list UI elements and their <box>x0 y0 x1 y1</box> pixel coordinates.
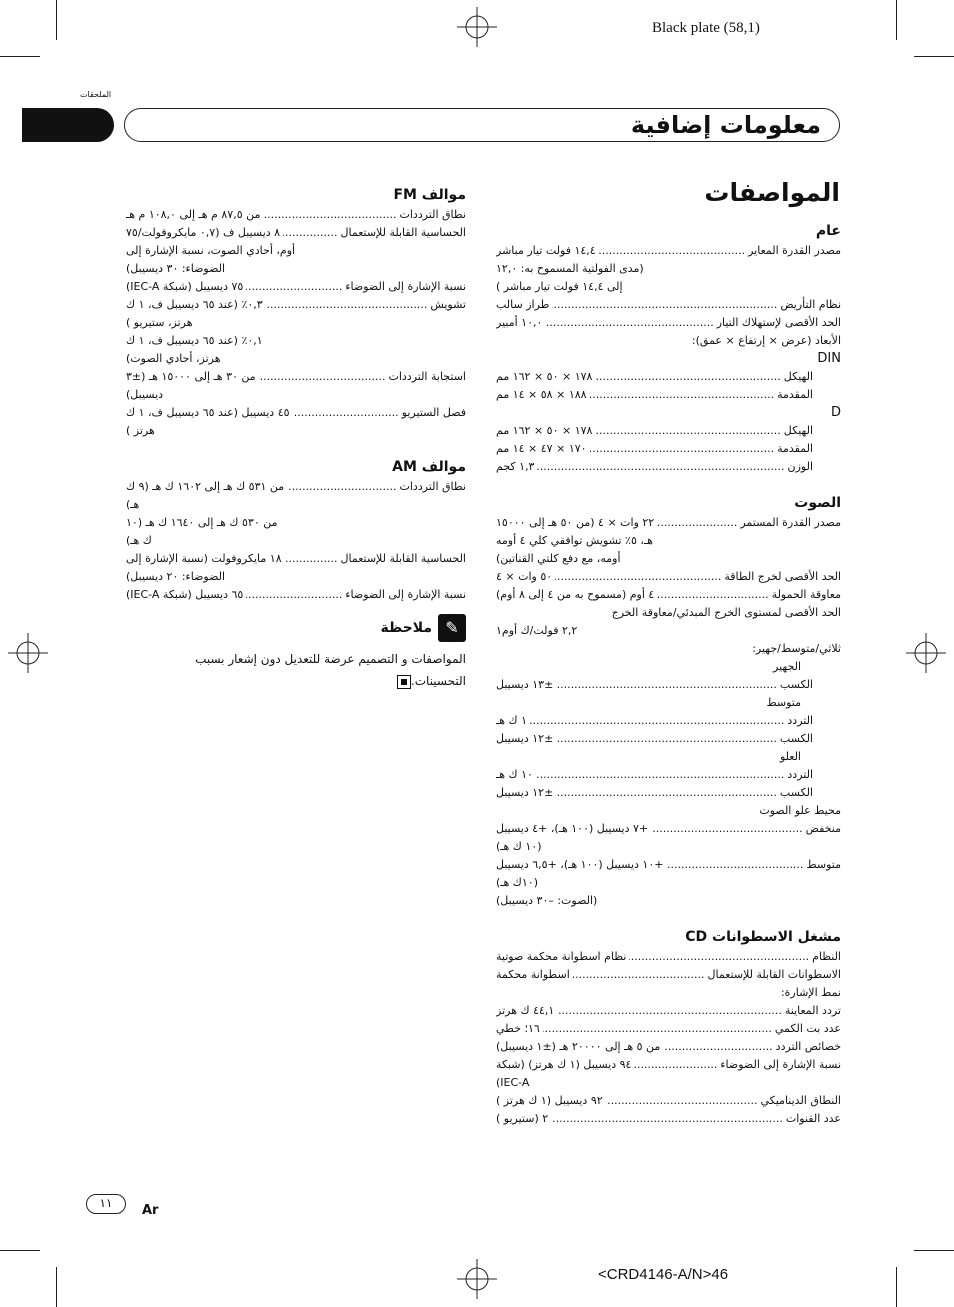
crop-mark <box>896 1267 897 1307</box>
spec-row <box>496 766 841 784</box>
spec-row <box>126 278 466 296</box>
plate-label: Black plate (58,1) <box>652 20 760 36</box>
section-heading: عام <box>815 223 841 239</box>
spec-text: محيط علو الصوت <box>759 804 841 817</box>
spec-label: الكسب <box>779 678 813 691</box>
spec-label: الهيكل <box>783 424 813 437</box>
spec-value: نظام اسطوانة محكمة صوتية <box>496 950 627 963</box>
spec-continuation: أومه، مع دفع كلتي القناتين) <box>496 552 621 565</box>
spec-row <box>496 948 841 966</box>
spec-value: من ٥ هـ إلى ٢٠٠٠٠ هـ (±١ ديسيبل) <box>496 1040 661 1053</box>
dot-leader <box>283 224 337 242</box>
dot-leader <box>556 730 777 748</box>
spec-value: ١٦؛ خطي <box>496 1022 540 1035</box>
spec-label: الكسب <box>779 732 813 745</box>
spec-row <box>496 1056 841 1074</box>
dot-leader <box>606 1092 758 1110</box>
dot-leader <box>246 586 342 604</box>
spec-row <box>496 712 841 730</box>
spec-continuation: إلى ١٤,٤ فولت تيار مباشر ) <box>496 280 623 293</box>
spec-continuation: من ٥٣٠ ك هـ إلى ١٦٤٠ ك هـ (١٠ <box>126 516 278 529</box>
crop-mark <box>56 1267 57 1307</box>
spec-value: ٧٥ ديسيبل (شبكة IEC-A) <box>126 280 244 293</box>
page-title: معلومات إضافية <box>630 111 821 139</box>
spec-row <box>496 314 841 332</box>
spec-value: من ٨٧,٥ م هـ إلى ١٠٨,٠ م هـ <box>126 208 261 221</box>
spec-continuation: الضوضاء: ٣٠ ديسيبل) <box>126 262 226 275</box>
note-body <box>126 648 466 692</box>
spec-label: فصل الستيريو <box>401 406 466 419</box>
spec-label: مصدر القدرة المستمر <box>740 516 841 529</box>
dot-leader <box>556 676 777 694</box>
dot-leader <box>543 1020 772 1038</box>
spec-label: النظام <box>812 950 841 963</box>
section-heading: الصوت <box>794 495 841 511</box>
spec-value: ٢٢ وات × ٤ (من ٥٠ هـ إلى ١٥٠٠٠ <box>496 516 655 529</box>
spec-label: استجابة الترددات <box>388 370 466 383</box>
spec-continuation: (١٠ ك هـ) <box>496 840 542 853</box>
spec-value: ١٧٨ × ٥٠ × ١٦٢ مم <box>496 370 593 383</box>
spec-subheading: DIN <box>817 351 841 366</box>
spec-label: منخفض <box>805 822 841 835</box>
spec-text: الحد الأقصى لمستوى الخرج المبدئي/معاوقة الخرج <box>611 606 841 619</box>
spec-row <box>126 368 466 386</box>
spec-value: ١٧٨ × ٥٠ × ١٦٢ مم <box>496 424 593 437</box>
spec-continuation: ٢,٢ فولت/ك أوم١ <box>496 624 578 637</box>
spec-value: ٤ أوم (مسموح به من ٤ إلى ٨ أوم) <box>496 588 655 601</box>
dot-leader <box>651 820 802 838</box>
dot-leader <box>545 314 713 332</box>
spec-continuation: هـ، ٥٪ تشويش توافقي كلي ٤ أومه <box>496 534 653 547</box>
spec-label: الحد الأقصى لإستهلاك التيار <box>716 316 841 329</box>
spec-subheading: D <box>830 405 841 420</box>
spec-label: نسبة الإشارة إلى الضوضاء <box>345 280 466 293</box>
note-line: التحسينات. <box>410 674 466 688</box>
dot-leader <box>530 712 784 730</box>
spec-value: ٨ ديسيبل ف (٠,٧ مايكروفولت/٧٥ <box>126 226 281 239</box>
dot-leader <box>552 296 777 314</box>
note-line-end <box>126 670 466 692</box>
main-heading: المواصفات <box>704 178 840 207</box>
section-heading: مشغل الاسطوانات CD <box>685 929 841 945</box>
spec-row <box>126 550 466 568</box>
spec-value: ١,٣ كجم <box>496 460 535 473</box>
spec-row <box>496 1020 841 1038</box>
spec-row <box>126 586 466 604</box>
dot-leader <box>657 586 768 604</box>
spec-value: ١٤,٤ فولت تيار مباشر <box>496 244 596 257</box>
dot-leader <box>285 550 338 568</box>
spec-value: طراز سالب <box>496 298 550 311</box>
spec-label: الحساسية القابلة للإستعمال <box>340 552 466 565</box>
document-code: <CRD4146-A/N>46 <box>598 1266 729 1283</box>
spec-continuation: (الصوت: –٣٠ ديسيبل) <box>496 894 598 907</box>
section-tab <box>22 108 114 142</box>
spec-label: التردد <box>787 714 813 727</box>
dot-leader <box>551 1110 783 1128</box>
dot-leader <box>573 966 705 984</box>
registration-mark-icon <box>906 633 946 673</box>
section-heading: موالف FM <box>393 187 466 203</box>
spec-value: ١٧٠ × ٤٧ × ١٤ مم <box>496 442 587 455</box>
dot-leader <box>537 458 784 476</box>
spec-label: الكسب <box>779 786 813 799</box>
spec-row <box>496 586 841 604</box>
dot-leader <box>634 1056 717 1074</box>
dot-leader <box>557 1002 782 1020</box>
spec-label: الهيكل <box>783 370 813 383</box>
language-code: Ar <box>142 1203 159 1218</box>
spec-continuation: هـ) <box>126 498 140 511</box>
registration-mark-icon <box>8 633 48 673</box>
dot-leader <box>263 206 396 224</box>
spec-value: ٩٤ ديسيبل (١ ك هرتز) (شبكة <box>496 1058 632 1071</box>
spec-label: المقدمة <box>777 388 813 401</box>
spec-label: تشويش <box>430 298 466 311</box>
spec-continuation: هرتز، ستيريو ) <box>126 316 193 329</box>
spec-value: اسطوانة محكمة <box>496 968 570 981</box>
spec-row <box>496 966 841 984</box>
spec-label: تردد المعاينة <box>784 1004 841 1017</box>
spec-label: نسبة الإشارة إلى الضوضاء <box>345 588 466 601</box>
dot-leader <box>246 278 342 296</box>
spec-row <box>496 820 841 838</box>
spec-row <box>496 422 841 440</box>
registration-mark-icon <box>457 1259 497 1299</box>
spec-value: من ٣٠ هـ إلى ١٥٠٠٠ هـ (±٣ <box>126 370 256 383</box>
spec-label: النطاق الديناميكي <box>760 1094 841 1107</box>
section-tag: الملحقات <box>80 90 112 99</box>
left-column <box>126 184 466 692</box>
spec-value: ١٨ مايكروفولت (نسبة الإشارة إلى <box>126 552 282 565</box>
dot-leader <box>595 422 780 440</box>
spec-value: ±١٢ ديسيبل <box>496 732 554 745</box>
crop-mark <box>0 56 40 57</box>
dot-leader <box>555 568 721 586</box>
spec-value: ١ ك هـ <box>496 714 528 727</box>
spec-label: الاسطوانات القابلة للإستعمال <box>707 968 841 981</box>
dot-leader <box>590 386 775 404</box>
spec-continuation: IEC-A) <box>496 1076 530 1089</box>
spec-text: ثلاثي/متوسط/جهير: <box>752 642 841 655</box>
spec-row <box>496 514 841 532</box>
spec-value: ١٨٨ × ٥٨ × ١٤ مم <box>496 388 587 401</box>
dot-leader <box>657 514 737 532</box>
spec-value: ٩٢ ديسيبل (١ ك هرتز ) <box>496 1094 603 1107</box>
spec-subheading: متوسط <box>766 696 801 709</box>
dot-leader <box>259 368 386 386</box>
section-heading: موالف AM <box>392 459 466 475</box>
spec-value: ١٠ ك هـ <box>496 768 533 781</box>
pencil-note-icon: ✎ <box>438 614 466 642</box>
dot-leader <box>666 856 803 874</box>
spec-label: المقدمة <box>777 442 813 455</box>
spec-label: الحد الأقصى لخرج الطاقة <box>724 570 841 583</box>
spec-label: نظام التأريض <box>780 298 841 311</box>
crop-mark <box>896 0 897 40</box>
spec-continuation: الضوضاء: ٢٠ ديسيبل) <box>126 570 226 583</box>
spec-continuation: هرتز ) <box>126 424 155 437</box>
dot-leader <box>629 948 809 966</box>
spec-value: +١٠ ديسيبل (١٠٠ هـ)، +٦,٥ ديسيبل <box>496 858 664 871</box>
dot-leader <box>556 784 777 802</box>
dot-leader <box>590 440 775 458</box>
spec-row <box>496 730 841 748</box>
spec-value: ٤٥ ديسيبل (عند ٦٥ ديسيبل ف، ١ ك <box>126 406 290 419</box>
spec-row <box>496 242 841 260</box>
dot-leader <box>293 404 399 422</box>
spec-value: ٥٠ وات × ٤ <box>496 570 553 583</box>
end-mark-icon <box>397 675 411 689</box>
spec-label: نسبة الإشارة إلى الضوضاء <box>720 1058 841 1071</box>
spec-value: ١٠,٠ أمبير <box>496 316 543 329</box>
spec-row <box>496 784 841 802</box>
spec-row <box>126 404 466 422</box>
dot-leader <box>536 766 784 784</box>
spec-value: ٠,٣٪ (عند ٦٥ ديسيبل ف، ١ ك <box>126 298 263 311</box>
note-heading: ملاحظة <box>380 620 432 636</box>
spec-row <box>496 296 841 314</box>
spec-value: ±١٣ ديسيبل <box>496 678 554 691</box>
spec-label: نطاق الترددات <box>399 480 466 493</box>
spec-continuation: ديسيبل) <box>126 388 164 401</box>
spec-row <box>496 458 841 476</box>
spec-row <box>126 224 466 242</box>
section-gap <box>126 440 466 456</box>
spec-label: عدد بت الكمي <box>774 1022 841 1035</box>
dot-leader <box>287 478 396 496</box>
spec-label: مصدر القدرة المعاير <box>748 244 841 257</box>
spec-text: الأبعاد (عرض × إرتفاع × عمق): <box>691 334 841 347</box>
spec-row <box>496 1092 841 1110</box>
spec-label: الحساسية القابلة للإستعمال <box>340 226 466 239</box>
spec-row <box>496 440 841 458</box>
spec-label: التردد <box>787 768 813 781</box>
spec-continuation: ك هـ) <box>126 534 152 547</box>
crop-mark <box>56 0 57 40</box>
spec-value: ±١٢ ديسيبل <box>496 786 554 799</box>
spec-value: ٦٥ ديسيبل (شبكة IEC-A) <box>126 588 244 601</box>
spec-continuation: ٠,١٪ (عند ٦٥ ديسيبل ف، ١ ك <box>126 334 263 347</box>
spec-row <box>126 478 466 496</box>
spec-continuation: أوم، أحادي الصوت، نسبة الإشارة إلى <box>126 244 296 257</box>
dot-leader <box>599 242 745 260</box>
spec-value: ٢ (ستيريو ) <box>496 1112 549 1125</box>
spec-value: من ٥٣١ ك هـ إلى ١٦٠٢ ك هـ (٩ ك <box>126 480 285 493</box>
spec-row <box>496 368 841 386</box>
spec-continuation: (مدى الفولتية المسموح به: ١٢,٠ <box>496 262 644 275</box>
spec-row <box>496 1110 841 1128</box>
spec-label: نطاق الترددات <box>399 208 466 221</box>
spec-row <box>496 676 841 694</box>
spec-row <box>126 206 466 224</box>
spec-row <box>496 1002 841 1020</box>
spec-label: معاوقة الحمولة <box>771 588 841 601</box>
section-gap <box>496 910 841 926</box>
spec-continuation: (١٠ك هـ) <box>496 876 539 889</box>
spec-row <box>496 856 841 874</box>
spec-label: الوزن <box>787 460 813 473</box>
section-gap <box>496 476 841 492</box>
crop-mark <box>914 1250 954 1251</box>
crop-mark <box>914 56 954 57</box>
spec-label: متوسط <box>806 858 841 871</box>
spec-subheading: العلو <box>779 750 801 763</box>
spec-value: ٤٤,١ ك هرتز <box>496 1004 555 1017</box>
dot-leader <box>663 1038 772 1056</box>
dot-leader <box>266 296 428 314</box>
crop-mark <box>0 1250 40 1251</box>
spec-row <box>496 386 841 404</box>
spec-label: عدد القنوات <box>785 1112 841 1125</box>
spec-row <box>496 1038 841 1056</box>
spec-label: خصائص التردد <box>775 1040 841 1053</box>
title-bar <box>124 108 840 142</box>
spec-text: نمط الإشارة: <box>780 986 841 999</box>
spec-value: +٧ ديسيبل (١٠٠ هـ)، +٤ ديسيبل <box>496 822 649 835</box>
note-header <box>126 614 466 642</box>
registration-mark-icon <box>457 7 497 47</box>
spec-subheading: الجهير <box>773 660 801 673</box>
spec-continuation: هرتز، أحادي الصوت) <box>126 352 221 365</box>
right-column <box>496 220 841 1128</box>
spec-row <box>126 296 466 314</box>
note-line: المواصفات و التصميم عرضة للتعديل دون إشعار بسبب <box>195 652 466 666</box>
dot-leader <box>595 368 780 386</box>
page-number: ١١ <box>86 1194 126 1214</box>
spec-row <box>496 568 841 586</box>
